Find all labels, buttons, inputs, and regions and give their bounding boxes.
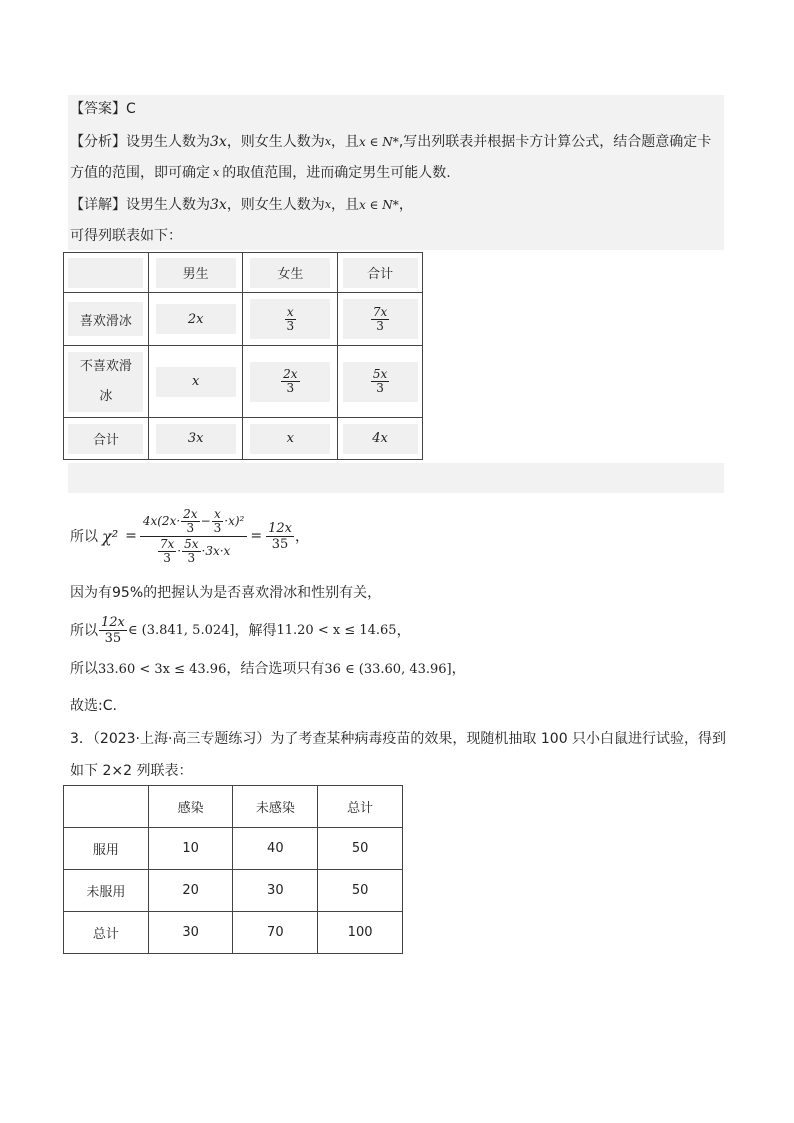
table-cell: 20 (148, 870, 233, 912)
cell-fraction (371, 368, 389, 395)
text: 设男生人数为 (126, 197, 210, 213)
fraction-denominator: 3 (286, 381, 295, 395)
inequality: 11.20 < x ≤ 14.65 (276, 622, 397, 638)
math-x: x (324, 135, 332, 148)
row-label: 未服用 (64, 870, 149, 912)
contingency-table-1 (63, 252, 423, 460)
text: − (200, 514, 211, 528)
text: 4x(2x· (142, 514, 181, 528)
row-label: 不喜欢滑 (79, 358, 132, 374)
header-cell (338, 253, 423, 293)
equals: = (125, 528, 137, 544)
row-label: 合计 (68, 424, 143, 454)
question-3-line-1: 3．（2023·上海·高三专题练习）为了考查某种病毒疫苗的效果，现随机抽取 100 只小白鼠进行试验，得到 (70, 731, 727, 747)
math-condition: x ∈ N* (359, 198, 399, 212)
header-cell (64, 253, 149, 293)
row-label: 服用 (64, 828, 149, 870)
choose-line: 故选:C. (70, 698, 117, 714)
fraction-denominator: 3 (286, 318, 295, 333)
analysis-label: 【分析】 (70, 134, 126, 150)
text: 方值的范围，即可确定 (70, 165, 210, 181)
table-cell (148, 293, 243, 346)
row-label: 总计 (64, 912, 149, 954)
result-fraction (266, 521, 294, 552)
fraction-numerator: x (212, 508, 224, 522)
fraction-numerator: 12x (268, 520, 292, 536)
row-label: 冰 (99, 388, 113, 404)
table-row (64, 828, 403, 870)
fraction-numerator: 7x (372, 304, 388, 319)
main-fraction (140, 508, 248, 565)
cell-value: 3x (156, 424, 236, 454)
table-cell: 100 (318, 912, 403, 954)
cell-value: 4x (343, 424, 418, 454)
header-cell (243, 253, 338, 293)
header-cell (148, 253, 243, 293)
table-cell (148, 346, 243, 418)
chi-square-formula (70, 508, 309, 564)
header-cell-text: 女生 (250, 258, 330, 288)
table-cell (243, 346, 338, 418)
fraction-denominator: 3 (163, 550, 171, 565)
table-header-row (64, 786, 403, 828)
math-x: x (324, 198, 332, 211)
text: ， (294, 529, 309, 545)
analysis-line-1 (70, 131, 711, 153)
text: ， (396, 623, 411, 639)
table-cell (148, 418, 243, 460)
answer-value: C (126, 101, 136, 117)
analysis-line-2 (70, 162, 451, 184)
chi-square-symbol: χ² (102, 526, 119, 546)
detail-label: 【详解】 (70, 197, 126, 213)
fraction-numerator: 2x (283, 367, 298, 381)
fraction-denominator: 3 (376, 381, 384, 395)
fraction-denominator: 35 (104, 630, 122, 646)
header-cell: 未感染 (233, 786, 318, 828)
text: ， (451, 661, 466, 677)
answer-label: 【答案】 (70, 101, 126, 117)
math-3x: 3x (210, 134, 227, 150)
header-cell (64, 786, 149, 828)
fraction-denominator: 35 (271, 536, 289, 552)
table-header-row (64, 253, 423, 293)
cell-fraction (281, 368, 299, 395)
table-cell: 30 (233, 870, 318, 912)
cell-value: x (250, 424, 330, 454)
table-cell: 30 (148, 912, 233, 954)
text: ·3x·x (201, 544, 231, 558)
table-cell (338, 293, 423, 346)
table-row (64, 870, 403, 912)
text: 所以 (70, 623, 98, 639)
header-cell-text (68, 258, 143, 288)
text: ， (398, 197, 413, 213)
row-label: 喜欢滑冰 (68, 302, 143, 336)
solution-shade-lower (68, 463, 724, 493)
range-line (70, 612, 411, 648)
fraction-denominator: 3 (376, 318, 384, 333)
text: ,写出列联表并根据卡方计算公式，结合题意确定卡 (398, 134, 712, 150)
table-row (64, 293, 423, 346)
row-label-cell (64, 418, 149, 460)
table-cell: 50 (318, 828, 403, 870)
table-cell: 50 (318, 870, 403, 912)
text: ，且 (331, 197, 360, 213)
row-label-cell (64, 346, 149, 418)
text: ，结合选项只有 (226, 661, 325, 677)
table-row (64, 912, 403, 954)
fraction-denominator: 3 (213, 520, 222, 535)
detail-line-2: 可得列联表如下： (70, 228, 182, 244)
table-cell: 70 (233, 912, 318, 954)
text: ，则女生人数为 (226, 134, 325, 150)
main-numerator (140, 508, 248, 537)
conclusion-line (70, 658, 466, 681)
fraction-numerator: 7x (159, 536, 175, 551)
text: 设男生人数为 (126, 134, 210, 150)
fraction-numerator: x (285, 306, 297, 320)
table-cell: 10 (148, 828, 233, 870)
question-3-line-2: 如下 2×2 列联表： (70, 763, 193, 779)
contingency-table-2 (63, 785, 403, 954)
text: ，解得 (234, 623, 277, 639)
table-cell: 40 (233, 828, 318, 870)
text: ，且 (331, 134, 360, 150)
table-cell (243, 418, 338, 460)
header-cell: 总计 (318, 786, 403, 828)
cell-fraction (285, 306, 297, 333)
math-3x: 3x (210, 197, 227, 213)
equals: = (250, 528, 263, 544)
text: ，则女生人数为 (226, 197, 325, 213)
fraction-numerator: 2x (183, 506, 198, 521)
header-cell-text: 男生 (156, 258, 236, 288)
table-row (64, 418, 423, 460)
detail-line-1 (70, 194, 413, 216)
because-line: 因为有95%的把握认为是否喜欢滑冰和性别有关， (70, 585, 382, 601)
fraction-denominator: 3 (186, 520, 195, 535)
text: 所以 (70, 661, 98, 677)
text: 所以 (70, 529, 98, 545)
table-cell (243, 293, 338, 346)
fraction-numerator: 5x (372, 367, 388, 381)
answer-line (70, 98, 136, 120)
inequality: 36 ∈ (33.60, 43.96] (324, 662, 452, 677)
math-x: x (213, 166, 220, 179)
cell-value: 2x (156, 304, 236, 334)
table-cell (338, 346, 423, 418)
header-cell: 感染 (148, 786, 233, 828)
fraction-numerator: 5x (184, 536, 199, 551)
inequality: 33.60 < 3x ≤ 43.96 (98, 662, 227, 677)
fraction-numerator: 12x (101, 614, 125, 630)
cell-value: x (156, 367, 236, 397)
text: ·x)² (224, 514, 245, 528)
text: 的取值范围，进而确定男生可能人数. (222, 165, 451, 181)
interval: ∈ (3.841, 5.024] (127, 622, 235, 638)
main-denominator: $\frac{7x}{3}$ · $\frac{5x}{3}$ ·3x·x (159, 536, 231, 565)
table-cell (338, 418, 423, 460)
table-row (64, 346, 423, 418)
math-condition: x ∈ N* (359, 135, 399, 149)
cell-fraction (371, 306, 389, 333)
header-cell-text: 合计 (343, 258, 418, 288)
row-label-cell (64, 293, 149, 346)
fraction-denominator: 3 (187, 550, 196, 565)
